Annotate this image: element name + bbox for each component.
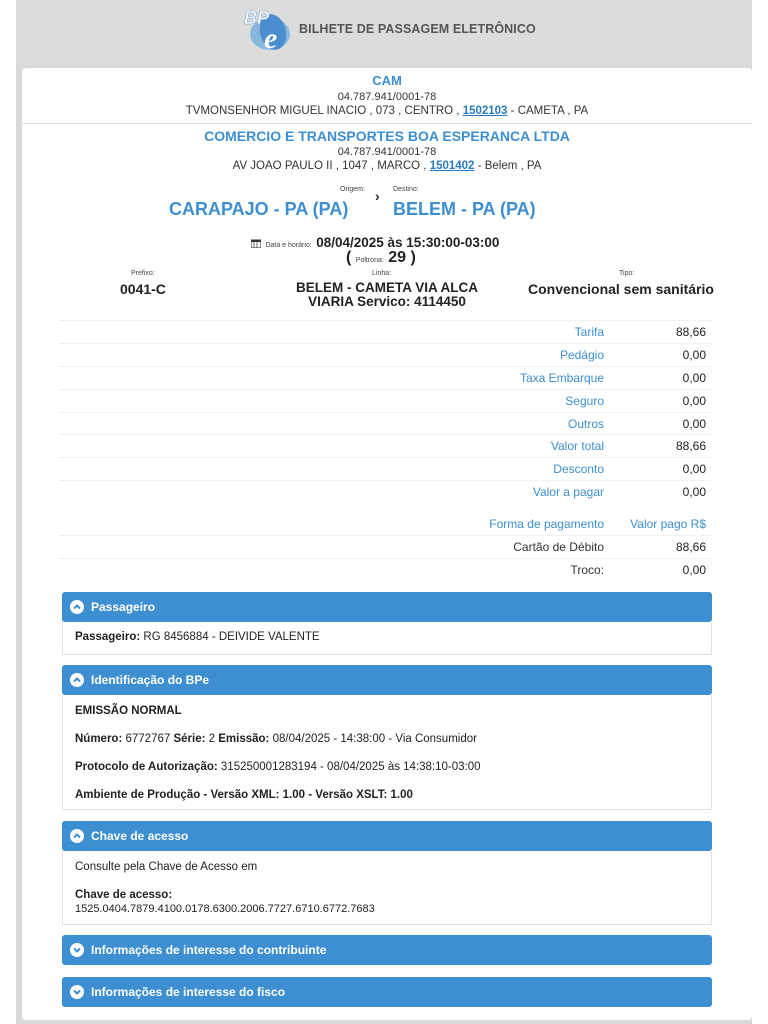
company-address-code-link[interactable]: 1501402 bbox=[429, 160, 475, 172]
fare-row bbox=[60, 343, 712, 366]
passenger-label: Passageiro: bbox=[75, 631, 141, 643]
bpe-logo bbox=[240, 4, 296, 56]
section-chave-header[interactable] bbox=[62, 821, 712, 851]
origin: CARAPAJO - PA (PA) bbox=[169, 199, 349, 219]
change-row bbox=[60, 558, 712, 581]
fare-value: 0,00 bbox=[682, 394, 706, 408]
chevron-down-icon bbox=[70, 985, 84, 999]
fare-value: 0,00 bbox=[682, 371, 706, 385]
issuer-cnpj: 04.787.941/0001-78 bbox=[337, 91, 437, 103]
company-cnpj: 04.787.941/0001-78 bbox=[337, 146, 437, 158]
section-contribuinte-header[interactable] bbox=[62, 935, 712, 965]
datetime-label: Data e horário: bbox=[265, 242, 312, 249]
chevron-up-icon bbox=[70, 673, 84, 687]
line-value-1: BELEM - CAMETA VIA ALCA bbox=[296, 280, 478, 295]
chevron-down-icon bbox=[70, 943, 84, 957]
issuer-address-code-link[interactable]: 1502103 bbox=[462, 105, 508, 117]
company-address-suffix: - Belem , PA bbox=[477, 160, 542, 172]
fare-row bbox=[60, 480, 712, 503]
fare-label: Valor a pagar bbox=[532, 485, 604, 499]
fare-value: 0,00 bbox=[682, 485, 706, 499]
fare-row bbox=[60, 434, 712, 457]
section-title: Informações de interesse do fisco bbox=[91, 985, 286, 999]
emissao-label: Emissão: bbox=[218, 733, 270, 745]
emissao-value: 08/04/2025 - 14:38:00 - Via Consumidor bbox=[272, 733, 477, 745]
payment-value: 88,66 bbox=[675, 540, 706, 554]
passenger-value: RG 8456884 - DEIVIDE VALENTE bbox=[143, 631, 320, 643]
fare-label: Tarifa bbox=[574, 325, 604, 339]
seat-paren-close: ) bbox=[410, 249, 416, 266]
destination: BELEM - PA (PA) bbox=[393, 199, 536, 219]
issuer-address-prefix: TVMONSENHOR MIGUEL INACIO , 073 , CENTRO , bbox=[185, 105, 460, 117]
fare-value: 0,00 bbox=[682, 462, 706, 476]
payment-header-row bbox=[60, 513, 712, 535]
section-passageiro-header[interactable] bbox=[62, 592, 712, 622]
fare-row bbox=[60, 457, 712, 480]
access-key-value: 1525.0404.7879.4100.0178.6300.2006.7727.6710.6772.7683 bbox=[75, 903, 375, 915]
section-title: Informações de interesse do contribuinte bbox=[91, 943, 327, 957]
payment-method-header: Forma de pagamento bbox=[489, 517, 604, 531]
seat-paren-open: ( bbox=[346, 249, 352, 266]
chevron-up-icon bbox=[70, 600, 84, 614]
issuer-address-suffix: - CAMETA , PA bbox=[510, 105, 589, 117]
fare-value: 0,00 bbox=[682, 417, 706, 431]
chevron-up-icon bbox=[70, 829, 84, 843]
section-title: Identificação do BPe bbox=[91, 673, 210, 687]
divider bbox=[22, 123, 752, 124]
fare-label: Desconto bbox=[553, 462, 604, 476]
svg-text:e: e bbox=[264, 22, 278, 55]
fare-label: Seguro bbox=[565, 394, 604, 408]
company-name: COMERCIO E TRANSPORTES BOA ESPERANCA LTDA bbox=[204, 128, 570, 144]
change-label: Troco: bbox=[570, 563, 604, 577]
calendar-icon bbox=[251, 239, 261, 248]
company-address-prefix: AV JOAO PAULO II , 1047 , MARCO , bbox=[232, 160, 427, 172]
type-value: Convencional sem sanitário bbox=[528, 281, 714, 297]
change-value: 0,00 bbox=[682, 563, 706, 577]
ambiente-line: Ambiente de Produção - Versão XML: 1.00 - Versão XSLT: 1.00 bbox=[75, 789, 413, 801]
fare-value: 88,66 bbox=[675, 439, 706, 453]
payment-value-header: Valor pago R$ bbox=[630, 517, 706, 531]
fare-row bbox=[60, 412, 712, 435]
fare-row bbox=[60, 389, 712, 412]
svg-text:BP: BP bbox=[244, 8, 270, 28]
fare-row bbox=[60, 366, 712, 389]
fare-value: 0,00 bbox=[682, 348, 706, 362]
payment-method: Cartão de Débito bbox=[513, 540, 604, 554]
numero-value: 6772767 bbox=[125, 733, 171, 745]
numero-label: Número: bbox=[75, 733, 123, 745]
section-fisco-header[interactable] bbox=[62, 977, 712, 1007]
section-title: Chave de acesso bbox=[91, 829, 189, 843]
line-label: Linha: bbox=[372, 270, 392, 277]
fare-label: Taxa Embarque bbox=[519, 371, 604, 385]
issuer-name: CAM bbox=[372, 73, 402, 88]
seat-number: 29 bbox=[388, 249, 407, 266]
line-value bbox=[270, 281, 504, 309]
fare-row bbox=[60, 320, 712, 343]
fare-label: Pedágio bbox=[559, 348, 604, 362]
section-identificacao-header[interactable] bbox=[62, 665, 712, 695]
fare-label: Outros bbox=[567, 417, 604, 431]
access-key-label: Chave de acesso: bbox=[75, 889, 173, 901]
type-label: Tipo: bbox=[619, 270, 635, 277]
prefix-label: Prefixo: bbox=[131, 270, 155, 277]
seat-label: Poltrona: bbox=[355, 257, 384, 264]
protocolo-value: 315250001283194 - 08/04/2025 às 14:38:10-03:00 bbox=[220, 761, 481, 773]
serie-label: Série: bbox=[173, 733, 206, 745]
emission-type: EMISSÃO NORMAL bbox=[75, 705, 182, 717]
issuer-address bbox=[22, 105, 752, 117]
company-address bbox=[22, 160, 752, 172]
fare-label: Valor total bbox=[550, 439, 604, 453]
protocolo-line bbox=[75, 761, 481, 773]
passenger-line bbox=[75, 631, 320, 643]
line-value-2: VIARIA Servico: 4114450 bbox=[308, 294, 466, 309]
section-title: Passageiro bbox=[91, 600, 156, 614]
datetime-value: 08/04/2025 às 15:30:00-03:00 bbox=[316, 235, 500, 250]
fare-value: 88,66 bbox=[675, 325, 706, 339]
prefix-value: 0041-C bbox=[120, 281, 166, 297]
numero-line bbox=[75, 733, 477, 745]
serie-value: 2 bbox=[208, 733, 216, 745]
seat-row bbox=[346, 249, 416, 267]
protocolo-label: Protocolo de Autorização: bbox=[75, 761, 218, 773]
arrow-right-icon: › bbox=[375, 188, 380, 204]
origin-label: Origem: bbox=[340, 186, 365, 193]
header-title: BILHETE DE PASSAGEM ELETRÔNICO bbox=[299, 22, 536, 36]
destination-label: Destino: bbox=[393, 186, 419, 193]
payment-row bbox=[60, 535, 712, 558]
consult-text: Consulte pela Chave de Acesso em bbox=[75, 861, 258, 873]
